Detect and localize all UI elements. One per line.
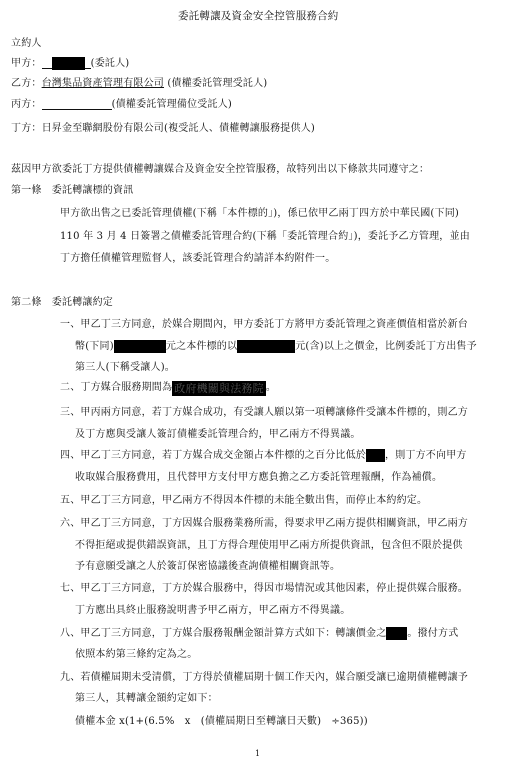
clause-3-line: 三、甲丙兩方同意，若丁方媒合成功，有受讓人願以第一項轉讓條件受讓本件標的，則乙方 [60,407,468,418]
contract-title: 委託轉讓及資金安全控管服務合約 [178,10,339,22]
clause-1-text: 元(含)以上之價金，比例委託丁方出售予 [295,341,477,352]
clause-8-text: 。撥付方式 [407,628,459,639]
price-redaction [237,340,295,353]
party-bing-role: (債權委託管理備位受託人) [111,99,233,110]
clause-4-line [60,449,467,462]
clause-8-line: 依照本約第三條約定為之。 [75,649,198,660]
party-yi [11,77,267,90]
clause-8-text: 八、甲乙丁三方同意，丁方媒合服務報酬金額計算方式如下：轉讓價金之 [60,628,387,639]
percent-redaction [366,449,385,462]
clause-1-text: 元之本件標的以 [165,341,238,352]
clause-5-line: 五、甲乙丁三方同意，甲乙兩方不得因本件標的未能全數出售，而停止本約約定。 [60,495,428,506]
party-ding-label: 丁方： [11,123,42,134]
clause-4-text: ，則丁方不向甲方 [385,450,467,461]
clause-6-line: 六、甲乙丁三方同意，丁方因媒合服務業務所需，得要求甲乙兩方提供相關資訊，甲乙兩方 [60,518,468,529]
clause-4-text: 四、甲乙丁三方同意，若丁方媒合成交金額占本件標的之百分比低於 [60,450,366,461]
party-bing-label: 丙方： [11,99,42,110]
party-yi-name: 台灣集品資產管理有限公司 [41,78,165,89]
clause-7-line: 丁方應出具終止服務說明書予甲乙兩方，甲乙兩方不得異議。 [75,605,351,616]
fee-redaction [386,627,407,640]
party-jia-blank [42,57,52,69]
clause-8-line [60,627,458,640]
intro-paragraph: 茲因甲方欲委託丁方提供債權轉讓媒合及資金安全控管服務，故特列出以下條款共同遵守之： [11,164,430,175]
clause-9-line: 第三人，其轉讓金額約定如下： [75,693,218,704]
party-ding [11,122,315,135]
clause-1-line: 一、甲乙丁三方同意，於媒合期間內，甲方委託丁方將甲方委託管理之資產價值相當於新台 [60,319,468,330]
party-jia-redaction [52,57,85,70]
amount-redaction [114,340,166,353]
clause-4-line: 收取媒合服務費用，且代替甲方支付甲方應負擔之乙方委託管理報酬，作為補償。 [75,472,443,483]
clause-1-line: 第三人(下稱受讓人)。 [75,362,176,373]
party-jia-label: 甲方： [11,58,42,69]
party-jia-role: (委託人) [90,58,130,69]
party-ding-name: 日昇金至聯網股份有限公司(複受託人、債權轉讓服務提供人) [41,123,316,134]
article1-heading: 第一條 委託轉讓標的資訊 [11,185,134,196]
article1-line: 110 年 3 月 4 日簽署之債權委託管理合約(下稱「委託管理合約」)，委託予乙方管理，並由 [60,231,470,242]
clause-3-line: 及丁方應與受讓人簽訂債權委託管理合約，甲乙兩方不得異議。 [75,429,361,440]
party-bing-blank [42,98,112,110]
clause-1-text: 幣(下同) [75,341,114,352]
article2-heading: 第二條 委託轉讓約定 [11,297,113,308]
party-yi-role: (債權委託管理受託人) [167,78,268,89]
transfer-formula: 債權本金 x(1+(6.5% x (債權屆期日至轉讓日天數) ÷365)) [75,716,368,727]
article1-line: 甲方欲出售之已委託管理債權(下稱「本件標的」)，係已依甲乙兩丁四方於中華民國(下同) [60,208,460,219]
party-jia [11,57,129,70]
article1-line: 丁方擔任債權管理監督人，該委託管理合約請詳本約附件一。 [60,253,336,264]
party-bing [11,98,232,111]
clause-6-line: 不得拒絕或提供錯誤資訊，且丁方得合理使用甲乙兩方所提供資訊，包含但不限於提供 [75,540,463,551]
clause-6-line: 予有意願受讓之人於簽訂保密協議後查詢債權相關資訊等。 [75,561,341,572]
clause-7-line: 七、甲乙丁三方同意，丁方於媒合服務中，得因市場情況或其他因素，停止提供媒合服務。 [60,583,468,594]
clause-2-text: 二、丁方媒合服務期間為 [60,382,173,393]
clause-1-line [75,340,477,353]
clause-2-text: 。 [265,382,277,393]
party-yi-label: 乙方： [11,78,42,89]
period-redaction: 政府機關與法務院 [174,382,264,395]
page-number: 1 [255,749,261,758]
clause-2-line [60,381,276,396]
clause-9-line: 九、若債權屆期未受清償，丁方得於債權屆期十個工作天內，媒合願受讓已逾期債權轉讓予 [60,672,468,683]
parties-header: 立約人 [11,38,42,49]
